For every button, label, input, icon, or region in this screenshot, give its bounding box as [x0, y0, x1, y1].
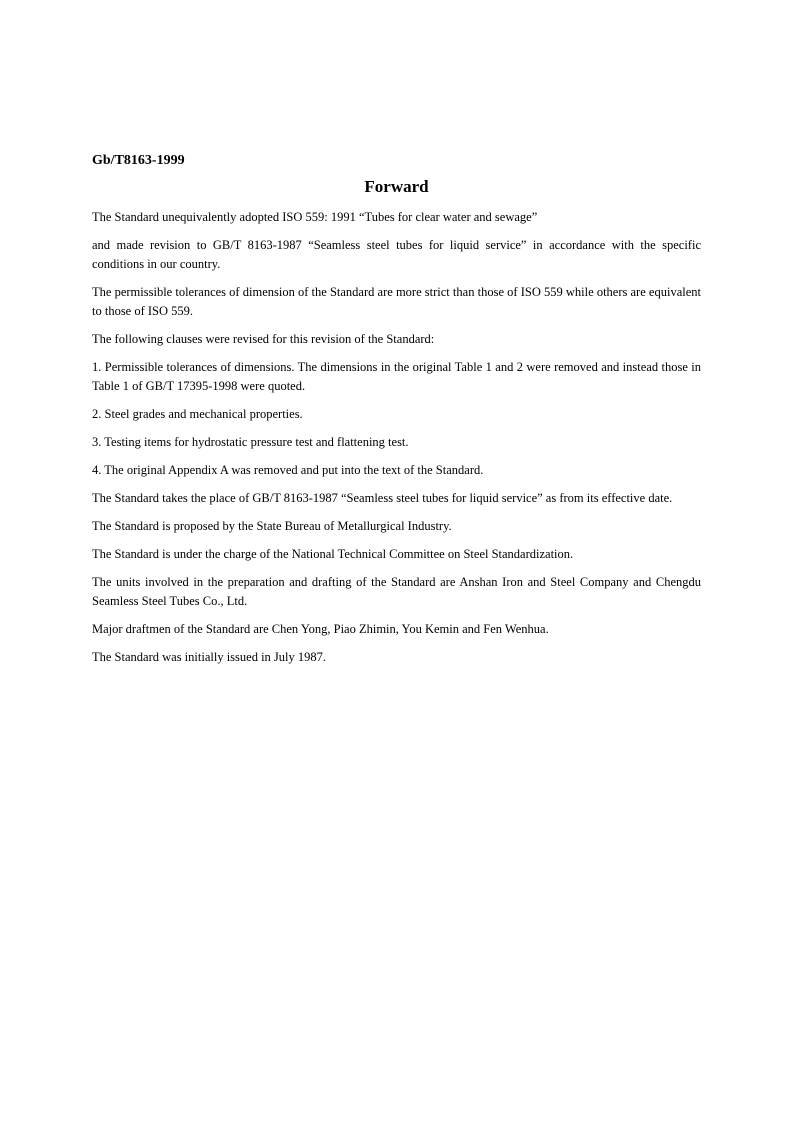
paragraph-revision: and made revision to GB/T 8163-1987 “Seamless steel tubes for liquid service” in accordance with the specific conditions in our country. — [92, 238, 701, 271]
paragraph-proposer: The Standard is proposed by the State Bureau of Metallurgical Industry. — [92, 519, 452, 533]
clause-item-4: 4. The original Appendix A was removed and put into the text of the Standard. — [92, 463, 484, 477]
clause-item-3: 3. Testing items for hydrostatic pressure test and flattening test. — [92, 435, 409, 449]
page-title: Forward — [364, 177, 429, 196]
paragraph-draftmen: Major draftmen of the Standard are Chen Yong, Piao Zhimin, You Kemin and Fen Wenhua. — [92, 622, 549, 636]
paragraph-issue-date: The Standard was initially issued in July 1987. — [92, 650, 327, 664]
document-body — [92, 208, 701, 676]
paragraph-committee: The Standard is under the charge of the National Technical Committee on Steel Standardization. — [92, 547, 574, 561]
clause-item-2: 2. Steel grades and mechanical properties. — [92, 407, 303, 421]
paragraph-clauses-intro: The following clauses were revised for this revision of the Standard: — [92, 332, 435, 346]
document-id: Gb/T8163-1999 — [92, 153, 185, 168]
paragraph-adoption: The Standard unequivalently adopted ISO 559: 1991 “Tubes for clear water and sewage” — [92, 210, 538, 224]
paragraph-replacement: The Standard takes the place of GB/T 8163-1987 “Seamless steel tubes for liquid service” as from its effective date. — [92, 491, 673, 505]
clause-item-1: 1. Permissible tolerances of dimensions. The dimensions in the original Table 1 and 2 were removed and instead those in Table 1 of GB/T 17395-1998 were quoted. — [92, 360, 701, 393]
paragraph-tolerances: The permissible tolerances of dimension of the Standard are more strict than those of ISO 559 while others are equivalent to those of ISO 559. — [92, 285, 701, 318]
paragraph-drafting-units: The units involved in the preparation and drafting of the Standard are Anshan Iron and Steel Company and Chengdu Seamless Steel Tubes Co., Ltd. — [92, 575, 701, 608]
